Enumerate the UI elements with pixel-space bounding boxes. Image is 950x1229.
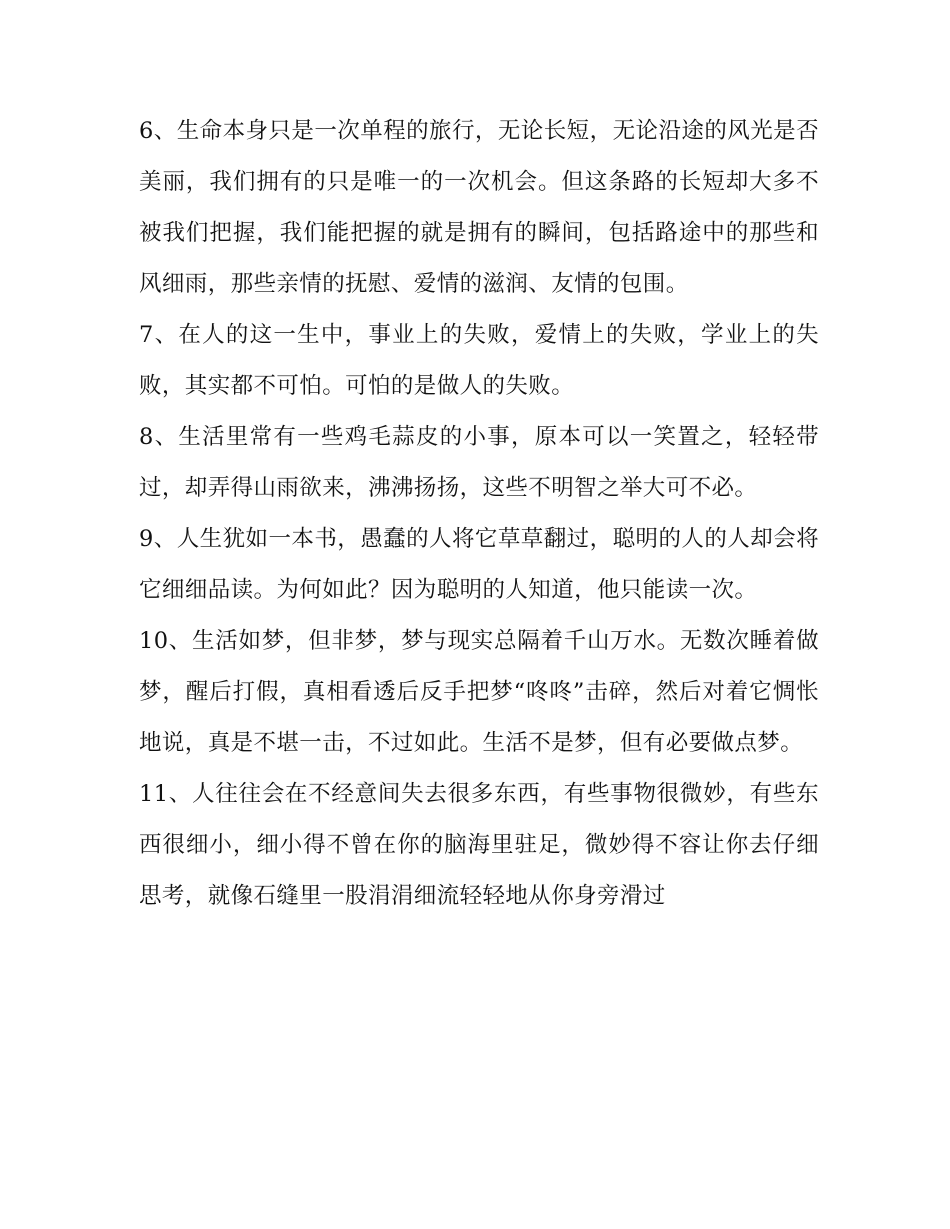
paragraph-11: 11、人往往会在不经意间失去很多东西，有些事物很微妙，有些东西很细小，细小得不曾在你的脑海里驻足，微妙得不容让你去仔细思考，就像石缝里一股涓涓细流轻轻地从你身旁滑过 [139,781,819,909]
paragraph-6: 6、生命本身只是一次单程的旅行，无论长短，无论沿途的风光是否美丽，我们拥有的只是唯一的一次机会。但这条路的长短却大多不被我们把握，我们能把握的就是拥有的瞬间，包括路途中的那些和风细雨，那些亲情的抚慰、爱情的滋润、友情的包围。 [139,118,819,297]
paragraph-9: 9、人生犹如一本书，愚蠢的人将它草草翻过，聪明的人的人却会将它细细品读。为何如此？因为聪明的人知道，他只能读一次。 [139,526,819,603]
paragraph-10: 10、生活如梦，但非梦，梦与现实总隔着千山万水。无数次睡着做梦，醒后打假，真相看透后反手把梦“咚咚”击碎，然后对着它惆怅地说，真是不堪一击，不过如此。生活不是梦，但有必要做点梦。 [139,628,819,756]
paragraph-7: 7、在人的这一生中，事业上的失败，爱情上的失败，学业上的失败，其实都不可怕。可怕的是做人的失败。 [139,322,819,399]
paragraph-8: 8、生活里常有一些鸡毛蒜皮的小事，原本可以一笑置之，轻轻带过，却弄得山雨欲来，沸沸扬扬，这些不明智之举大可不必。 [139,424,819,501]
document-body [139,106,819,922]
